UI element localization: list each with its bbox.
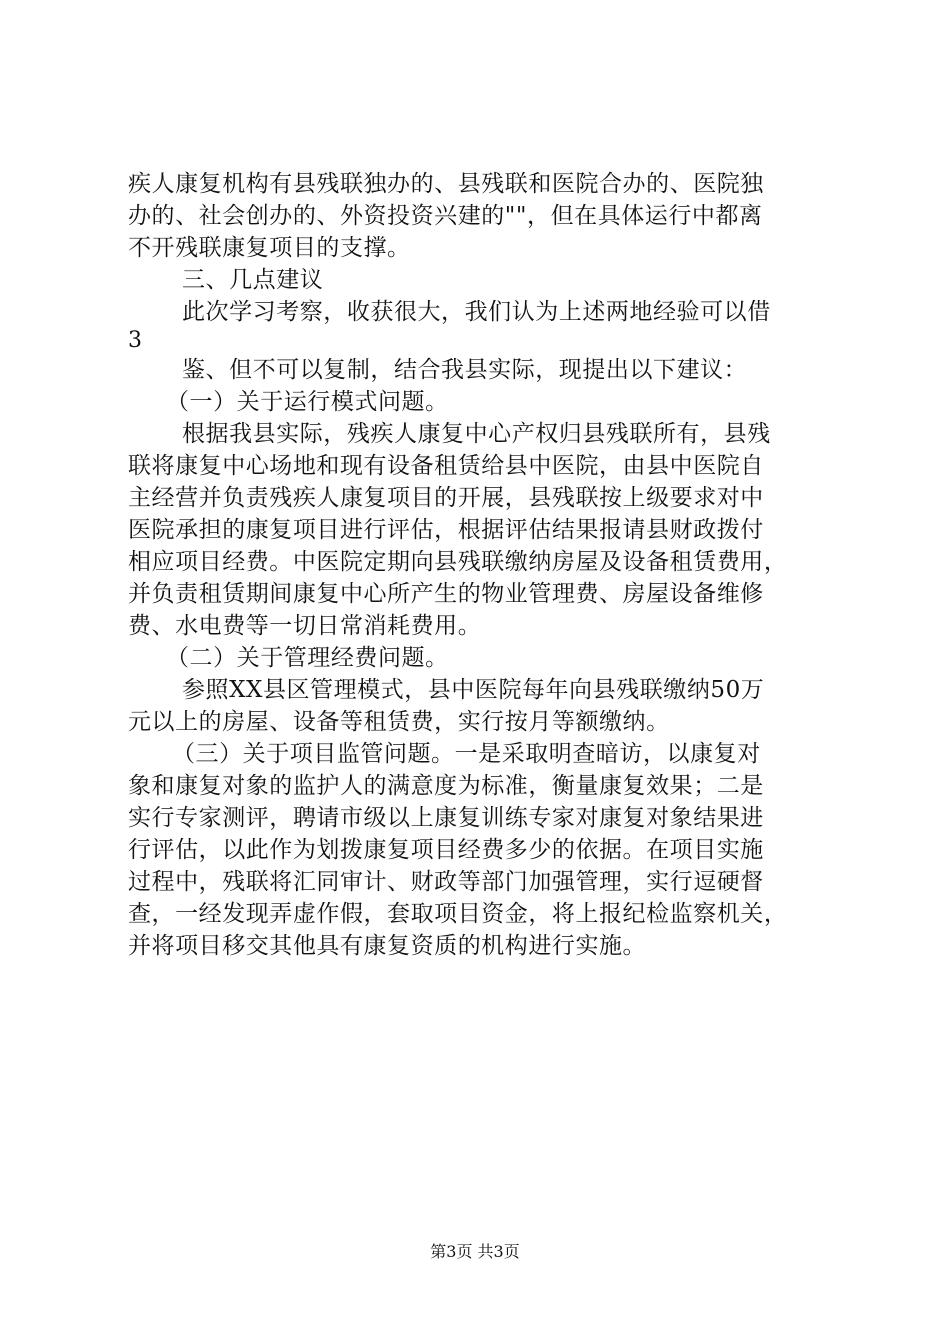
paragraph-line: 办的、社会创办的、外资投资兴建的""，但在具体运行中都离	[128, 203, 763, 229]
paragraph-line: 此次学习考察，收获很大，我们认为上述两地经验可以借	[182, 299, 771, 325]
paragraph-line: 不开残联康复项目的支撑。	[128, 235, 411, 261]
paragraph-line: 元以上的房屋、设备等租赁费，实行按月等额缴纳。	[128, 709, 670, 735]
paragraph-line: 疾人康复机构有县残联独办的、县残联和医院合办的、医院独	[128, 171, 764, 197]
subsection-paragraph-line: （三）关于项目监管问题。一是采取明查暗访，以康复对	[172, 741, 761, 767]
paragraph-line: 象和康复对象的监护人的满意度为标准，衡量康复效果；二是	[128, 773, 764, 799]
paragraph-line: 联将康复中心场地和现有设备租赁给县中医院，由县中医院自	[128, 453, 764, 479]
document-body	[128, 168, 833, 962]
paragraph-line: 根据我县实际，残疾人康复中心产权归县残联所有，县残	[182, 421, 771, 447]
paragraph-line: 过程中，残联将汇同审计、财政等部门加强管理，实行逗硬督	[128, 869, 764, 895]
page-footer: 第3页 共3页	[430, 1242, 520, 1261]
paragraph-line: 并将项目移交其他具有康复资质的机构进行实施。	[128, 933, 647, 959]
paragraph-line: 查，一经发现弄虚作假，套取项目资金，将上报纪检监察机关，	[128, 901, 788, 927]
paragraph-line: 实行专家测评，聘请市级以上康复训练专家对康复对象结果进	[128, 805, 764, 831]
paragraph-line: 相应项目经费。中医院定期向县残联缴纳房屋及设备租赁费用，	[128, 549, 788, 575]
paragraph-line: 行评估，以此作为划拨康复项目经费多少的依据。在项目实施	[128, 837, 764, 863]
section-heading: 三、几点建议	[182, 267, 324, 293]
paragraph-line: 参照XX县区管理模式，县中医院每年向县残联缴纳50万	[182, 677, 765, 703]
paragraph-line: 鉴、但不可以复制，结合我县实际，现提出以下建议：	[182, 357, 748, 383]
paragraph-line: 并负责租赁期间康复中心所产生的物业管理费、房屋设备维修	[128, 581, 764, 607]
subsection-heading: （二）关于管理经费问题。	[166, 645, 449, 671]
paragraph-line: 费、水电费等一切日常消耗费用。	[128, 613, 482, 639]
inline-page-number: 3	[128, 328, 142, 353]
paragraph-line: 主经营并负责残疾人康复项目的开展，县残联按上级要求对中	[128, 485, 764, 511]
paragraph-line: 医院承担的康复项目进行评估，根据评估结果报请县财政拨付	[128, 517, 764, 543]
subsection-heading: （一）关于运行模式问题。	[166, 389, 449, 415]
